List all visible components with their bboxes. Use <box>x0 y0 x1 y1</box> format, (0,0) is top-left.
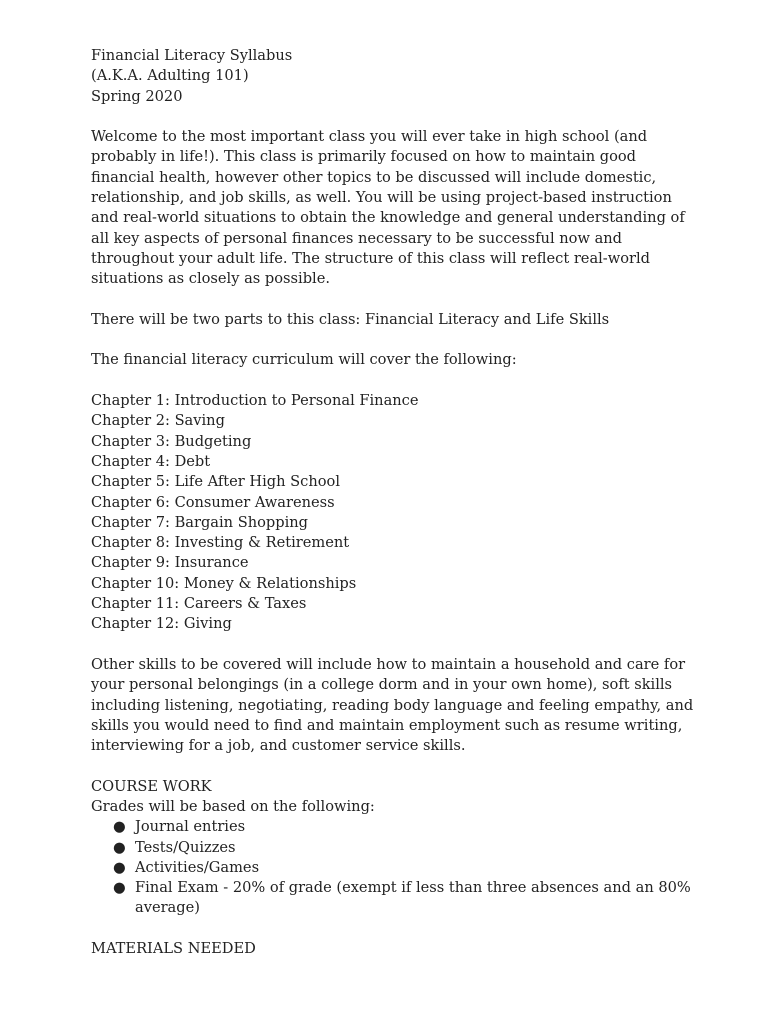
parts-statement: There will be two parts to this class: Financial Literacy and Life Skills <box>91 310 610 328</box>
document-header <box>91 46 691 107</box>
intro-line: all key aspects of personal finances necessary to be successful now and <box>91 229 623 247</box>
chapter-item: Chapter 4: Debt <box>91 452 211 470</box>
grading-item <box>91 817 691 837</box>
grading-item <box>91 838 691 858</box>
grading-list <box>91 817 691 918</box>
chapter-item: Chapter 6: Consumer Awareness <box>91 493 335 511</box>
chapter-list <box>91 391 691 635</box>
grading-item-text: Activities/Games <box>135 858 260 876</box>
grading-intro: Grades will be based on the following: <box>91 797 375 815</box>
other-skills-line: skills you would need to find and maintain employment such as resume writing, <box>91 716 683 734</box>
grading-item <box>91 878 691 919</box>
chapter-item: Chapter 1: Introduction to Personal Finance <box>91 392 419 410</box>
spacer <box>91 756 691 776</box>
intro-paragraph <box>91 127 691 289</box>
chapter-item: Chapter 10: Money & Relationships <box>91 574 357 592</box>
chapter-item: Chapter 5: Life After High School <box>91 473 340 491</box>
chapter-item: Chapter 9: Insurance <box>91 554 249 572</box>
intro-line: situations as closely as possible. <box>91 270 330 288</box>
intro-line: financial health, however other topics to be discussed will include domestic, <box>91 168 657 186</box>
curriculum-intro: The financial literacy curriculum will cover the following: <box>91 351 517 369</box>
intro-line: relationship, and job skills, as well. You will be using project-based instruction <box>91 189 672 207</box>
grading-item-text: Journal entries <box>135 818 246 836</box>
chapter-item: Chapter 2: Saving <box>91 412 225 430</box>
bullet-icon: ● <box>113 838 126 856</box>
intro-line: throughout your adult life. The structure of this class will reflect real-world <box>91 249 651 267</box>
grading-item-text: Final Exam - 20% of grade (exempt if less than three absences and an 80% <box>135 879 691 897</box>
syllabus-document <box>91 46 694 959</box>
grading-item <box>91 858 691 878</box>
course-work-heading: COURSE WORK <box>91 777 212 795</box>
bullet-icon: ● <box>113 818 126 836</box>
other-skills-paragraph <box>91 655 694 756</box>
document-subtitle: (A.K.A. Adulting 101) <box>91 67 249 85</box>
intro-line: Welcome to the most important class you will ever take in high school (and <box>91 128 648 146</box>
spacer <box>91 919 691 939</box>
other-skills-line: interviewing for a job, and customer service skills. <box>91 737 466 755</box>
spacer <box>91 635 691 655</box>
other-skills-line: including listening, negotiating, reading body language and feeling empathy, and <box>91 696 694 714</box>
grading-item-text: average) <box>135 899 200 917</box>
intro-line: and real-world situations to obtain the knowledge and general understanding of <box>91 209 685 227</box>
other-skills-line: your personal belongings (in a college dorm and in your own home), soft skills <box>91 676 673 694</box>
chapter-item: Chapter 7: Bargain Shopping <box>91 513 308 531</box>
chapter-item: Chapter 11: Careers & Taxes <box>91 595 307 613</box>
intro-line: probably in life!). This class is primarily focused on how to maintain good <box>91 148 636 166</box>
chapter-item: Chapter 12: Giving <box>91 615 232 633</box>
grading-item-text: Tests/Quizzes <box>135 838 236 856</box>
document-term: Spring 2020 <box>91 87 183 105</box>
spacer <box>91 330 691 350</box>
spacer <box>91 290 691 310</box>
chapter-item: Chapter 3: Budgeting <box>91 432 252 450</box>
materials-heading: MATERIALS NEEDED <box>91 940 256 958</box>
bullet-icon: ● <box>113 879 126 897</box>
spacer <box>91 371 691 391</box>
spacer <box>91 107 691 127</box>
chapter-item: Chapter 8: Investing & Retirement <box>91 534 350 552</box>
other-skills-line: Other skills to be covered will include how to maintain a household and care for <box>91 655 686 673</box>
document-title: Financial Literacy Syllabus <box>91 47 293 64</box>
bullet-icon: ● <box>113 858 126 876</box>
